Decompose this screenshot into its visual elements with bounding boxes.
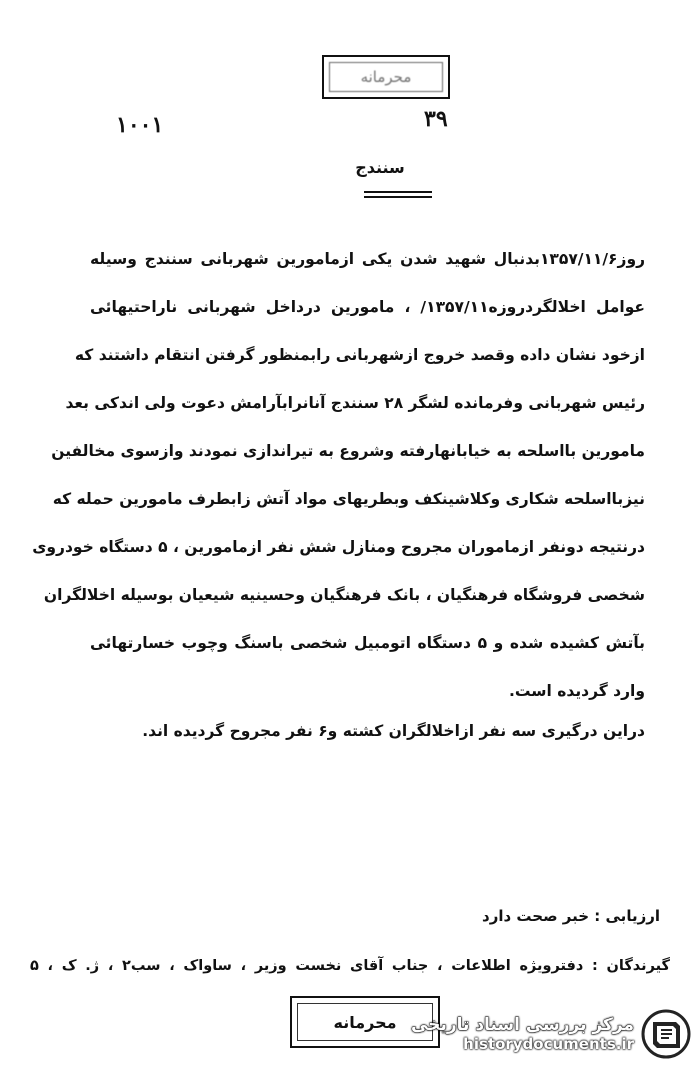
- body-line: مامورین بااسلحه به خیابانهارفته وشروع به تیراندازی نمودند وازسوی مخالفین: [51, 442, 645, 460]
- body-line: روز۱۳۵۷/۱۱/۶بدنبال شهید شدن یکی ازمامورین شهربانی سنندج وسیله: [90, 250, 645, 268]
- body-line: رئیس شهربانی وفرمانده لشگر ۲۸ سنندج آنانرابآرامش دعوت ولی اندکی بعد: [65, 394, 645, 412]
- evaluation-note: ارزیابی : خبر صحت دارد: [482, 907, 660, 925]
- body-line: ازخود نشان داده وقصد خروج ازشهربانی رابمنظور گرفتن انتقام داشتند که: [74, 346, 645, 364]
- body-line: بآتش کشیده شده و ۵ دستگاه اتومبیل شخصی باسنگ وچوب خسارتهائی: [90, 634, 645, 652]
- archive-logo-icon: [640, 1008, 692, 1060]
- heading-underline-bottom: [364, 196, 432, 198]
- body-line: شخصی فروشگاه فرهنگیان ، بانک فرهنگیان وحسینیه شیعیان بوسیله اخلالگران: [43, 586, 645, 604]
- top-stamp-text: محرمانه: [329, 62, 443, 92]
- heading-underline-top: [364, 191, 432, 193]
- watermark-site: historydocuments.ir: [463, 1035, 634, 1053]
- page-number: ۳۹: [424, 106, 448, 132]
- watermark-title: مرکز بررسی اسناد تاریخی: [411, 1015, 634, 1035]
- body-line: نیزبااسلحه شکاری وکلاشینکف وبطریهای مواد آتش زابطرف مامورین حمله که: [52, 490, 645, 508]
- body-line: وارد گردیده است.: [508, 682, 645, 700]
- report-body: [32, 250, 646, 730]
- closing-sentence: دراین درگیری سه نفر ازاخلالگران کشته و۶ نفر مجروح گردیده اند.: [142, 722, 645, 740]
- document-number: ۱۰۰۱: [116, 112, 164, 138]
- bottom-stamp-text: محرمانه: [297, 1003, 433, 1041]
- body-line: عوامل اخلالگردروزه۱۳۵۷/۱۱/ ، مامورین درداخل شهربانی ناراحتیهائی: [90, 298, 646, 316]
- body-line: درنتیجه دونفر ازماموران مجروح ومنازل شش نفر ازمامورین ، ۵ دستگاه خودروی: [32, 538, 645, 556]
- recipients-line: گیرندگان : دفترویژه اطلاعات ، جناب آقای نخست وزیر ، ساواک ، سب۲ ، ژ. ک ، ۵: [30, 958, 670, 974]
- archive-watermark: [411, 1008, 692, 1060]
- top-stamp-box: [322, 55, 450, 99]
- watermark-text-block: [411, 1015, 634, 1053]
- document-heading-city: سنندج: [355, 158, 405, 177]
